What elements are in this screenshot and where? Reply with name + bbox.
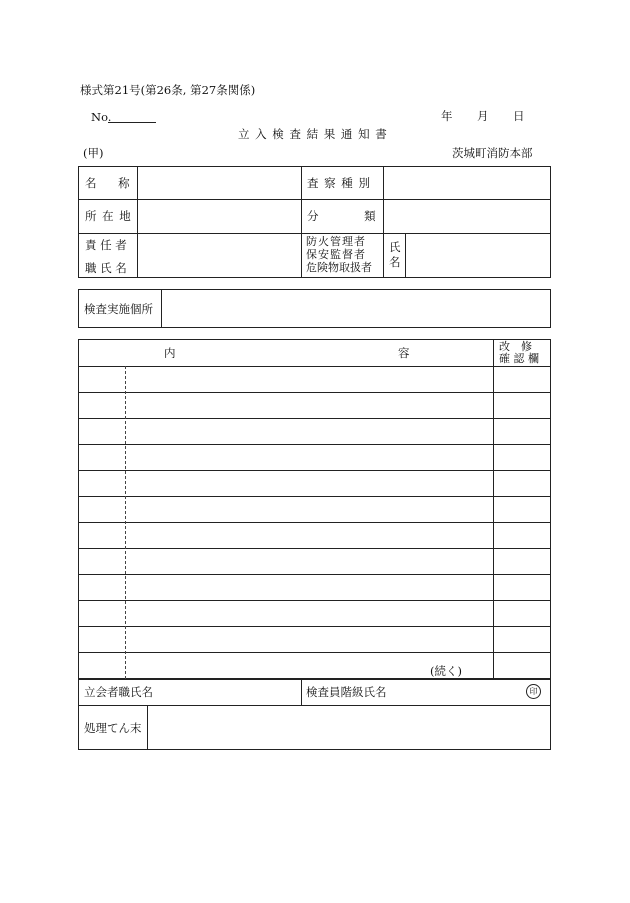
inspection-type-field[interactable] — [384, 167, 550, 199]
date-month: 月 — [477, 109, 489, 123]
date-day: 日 — [513, 109, 525, 123]
name-field[interactable] — [138, 167, 301, 199]
confirm-header-line2: 確 認 欄 — [499, 352, 539, 365]
content-row[interactable] — [79, 601, 492, 626]
content-row[interactable] — [79, 471, 492, 496]
content-row[interactable] — [79, 445, 492, 470]
content-row[interactable] — [79, 367, 492, 392]
date-year: 年 — [441, 109, 453, 123]
content-row[interactable] — [79, 419, 492, 444]
copy-mark: (甲) — [83, 146, 104, 160]
responsible-label-line2: 職 氏 名 — [85, 261, 127, 275]
processing-field[interactable] — [148, 706, 550, 749]
processing-label: 処理てん末 — [84, 721, 142, 735]
content-row[interactable] — [79, 627, 492, 652]
witness-label: 立会者職氏名 — [84, 685, 153, 699]
manager-label-fire: 防火管理者 — [306, 235, 366, 248]
inspected-area-field[interactable] — [162, 290, 550, 327]
issuer: 茨城町消防本部 — [452, 146, 533, 160]
responsible-field[interactable] — [138, 234, 301, 277]
category-label: 分 類 — [307, 209, 376, 223]
content-row[interactable] — [79, 575, 492, 600]
witness-field[interactable] — [160, 680, 300, 704]
content-header-right: 容 — [398, 346, 410, 360]
name-label: 名 称 — [85, 176, 130, 190]
location-field[interactable] — [138, 200, 301, 233]
content-row[interactable] — [79, 523, 492, 548]
location-label: 所 在 地 — [85, 209, 132, 223]
person-name-label-2: 名 — [389, 255, 401, 269]
no-field[interactable] — [108, 122, 156, 123]
continued-note: (続く) — [430, 664, 462, 678]
form-number: 様式第21号(第26条, 第27条関係) — [80, 83, 256, 97]
no-label: No. — [91, 110, 112, 124]
inspector-label: 検査員階級氏名 — [306, 685, 387, 699]
responsible-label-line1: 責 任 者 — [85, 238, 127, 252]
content-row[interactable] — [79, 549, 492, 574]
document-title: 立 入 検 査 結 果 通 知 書 — [238, 127, 388, 141]
inspector-field[interactable] — [392, 680, 520, 704]
person-name-label-1: 氏 — [389, 240, 401, 254]
seal-mark: 印 — [526, 684, 541, 699]
manager-label-security: 保安監督者 — [306, 248, 366, 261]
inspected-area-label: 検査実施個所 — [84, 302, 153, 316]
category-field[interactable] — [384, 200, 550, 233]
inspection-type-label: 査 察 種 別 — [307, 176, 371, 190]
manager-name-field[interactable] — [406, 234, 550, 277]
content-header-left: 内 — [164, 346, 176, 360]
content-row[interactable] — [79, 393, 492, 418]
manager-label-hazmat: 危険物取扱者 — [306, 261, 372, 274]
content-row[interactable] — [79, 497, 492, 522]
confirm-header-line1: 改 修 — [499, 340, 532, 353]
